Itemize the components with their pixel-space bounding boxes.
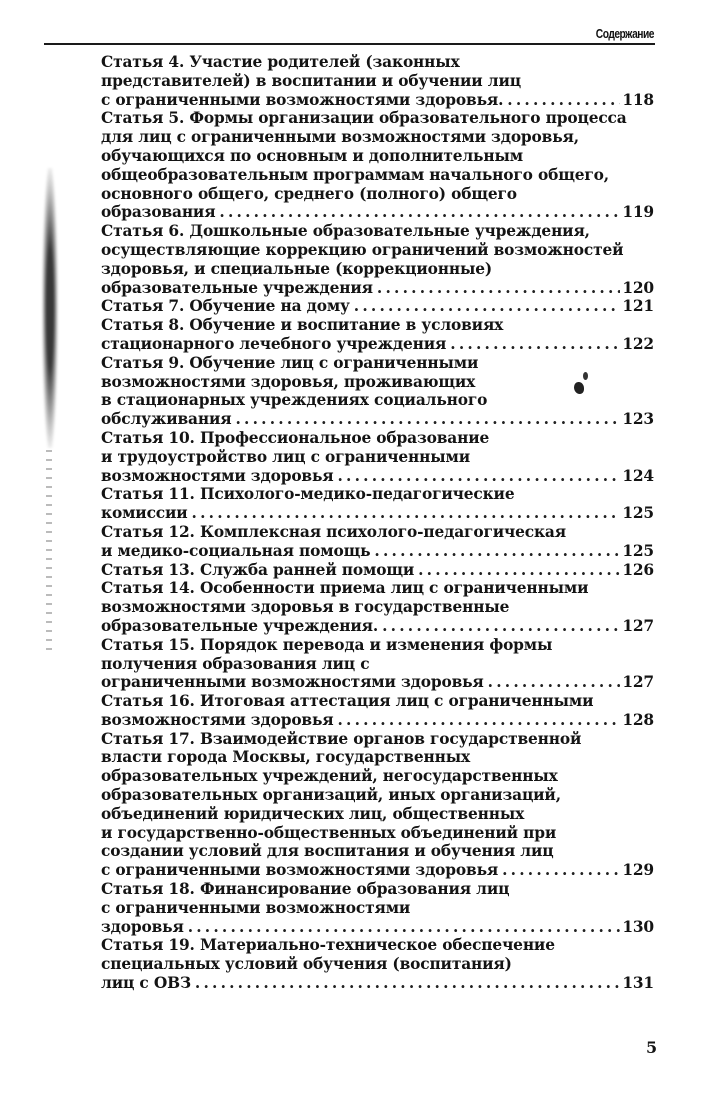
dot-leader (219, 203, 620, 222)
toc-entry[interactable] (101, 579, 654, 635)
toc-entry-line (101, 692, 654, 711)
article-title-text: и медико-социальная помощь (101, 541, 371, 560)
toc-entry-line (101, 748, 654, 767)
scan-artifact (42, 168, 58, 448)
toc-entry[interactable] (101, 354, 654, 429)
toc-entry-line (101, 316, 654, 335)
toc-line-text (101, 166, 609, 185)
toc-line-text (101, 598, 509, 617)
toc-line-text (101, 880, 509, 899)
article-title-text: объединений юридических лиц, общественных (101, 804, 525, 823)
toc-line-text (101, 673, 484, 692)
toc-entry-line (101, 936, 654, 955)
toc-line-text (101, 561, 414, 580)
running-header-title: Содержание (595, 27, 654, 41)
toc-line-text (101, 579, 588, 598)
article-label: Статья 4. (101, 53, 185, 71)
toc-entry-line (101, 410, 654, 429)
toc-line-text (101, 842, 554, 861)
article-title-text: образовательные учреждения. (101, 616, 379, 635)
toc-page-number[interactable]: 120 (622, 278, 654, 297)
article-label: Статья 5. (101, 109, 185, 128)
article-title-text: Обучение и воспитание в условиях (189, 316, 504, 335)
dot-leader (338, 711, 621, 730)
toc-line-text (101, 861, 498, 880)
article-title-text: возможностями здоровья, проживающих (101, 372, 476, 391)
toc-page-number[interactable]: 118 (622, 90, 654, 109)
toc-page-number[interactable]: 130 (622, 917, 654, 936)
toc-line-text (101, 485, 514, 504)
toc-entry[interactable] (101, 523, 654, 561)
toc-line-text (101, 918, 184, 937)
toc-entry-line (101, 899, 654, 918)
toc-page-number[interactable]: 124 (622, 466, 654, 485)
toc-page-number[interactable]: 121 (622, 297, 654, 316)
article-title-text: власти города Москвы, государственных (101, 748, 471, 767)
toc-entry-line (101, 203, 654, 222)
article-title-text: создании условий для воспитания и обучения лиц (101, 842, 554, 861)
toc-line-text (101, 786, 561, 805)
article-title-text: возможностями здоровья (101, 710, 334, 729)
toc-line-text (101, 297, 350, 316)
toc-entry-line (101, 918, 654, 937)
toc-line-text (101, 222, 590, 241)
toc-entry-line (101, 147, 654, 166)
toc-line-text (101, 767, 558, 786)
article-label: Статья 7. (101, 297, 185, 316)
toc-entry-line (101, 955, 654, 974)
article-title-text: Особенности приема лиц с ограниченными (199, 579, 589, 598)
toc-line-text (101, 899, 410, 918)
toc-line-text (101, 429, 489, 448)
article-title-text: Итоговая аттестация лиц с ограниченными (199, 692, 594, 711)
page-number: 5 (646, 1038, 658, 1057)
toc-entry-line (101, 166, 654, 185)
article-title-text: здоровья, и специальные (коррекционные) (101, 259, 493, 278)
toc-entry[interactable] (101, 880, 654, 936)
toc-entry-line (101, 109, 654, 128)
article-label: Статья 13. (101, 560, 195, 579)
toc-entry-line (101, 861, 654, 880)
article-label: Статья 9. (101, 353, 185, 372)
toc-entry-line (101, 504, 654, 523)
toc-line-text (101, 391, 487, 410)
article-label: Статья 18. (101, 880, 195, 899)
toc-entry[interactable] (101, 561, 654, 580)
toc-entry-line (101, 260, 654, 279)
toc-entry-line (101, 354, 654, 373)
toc-entry-line (101, 448, 654, 467)
dot-leader (502, 861, 620, 880)
toc-entry-line (101, 767, 654, 786)
toc-entry-line (101, 673, 654, 692)
toc-line-text (101, 523, 566, 542)
toc-line-text (101, 617, 378, 636)
toc-entry-line (101, 579, 654, 598)
toc-page-number[interactable]: 125 (622, 504, 654, 523)
toc-entry[interactable] (101, 730, 654, 880)
toc-entry-line (101, 335, 654, 354)
article-label: Статья 10. (101, 428, 195, 447)
toc-entry[interactable] (101, 485, 654, 523)
toc-entry-line (101, 805, 654, 824)
article-title-text: Участие родителей (законных (189, 53, 460, 71)
article-title-text: Профессиональное образование (199, 428, 490, 447)
toc-line-text (101, 711, 334, 730)
article-title-text: обучающихся по основным и дополнительным (101, 146, 523, 165)
toc-line-text (101, 955, 512, 974)
header-rule (44, 43, 655, 45)
dot-leader (354, 297, 621, 316)
toc-entry-line (101, 185, 654, 204)
toc-entry[interactable] (101, 936, 654, 992)
toc-line-text (101, 53, 460, 72)
toc-line-text (101, 748, 470, 767)
toc-line-text (101, 448, 470, 467)
article-title-text: Комплексная психолого-педагогическая (199, 522, 566, 541)
toc-entry[interactable] (101, 429, 654, 485)
toc-page-number[interactable]: 127 (622, 616, 654, 635)
dot-leader (418, 561, 620, 580)
article-title-text: обслуживания (101, 410, 232, 429)
article-label: Статья 17. (101, 729, 195, 748)
article-title-text: Материально-техническое обеспечение (199, 936, 555, 955)
toc-entry-line (101, 429, 654, 448)
article-title-text: образовательные учреждения (101, 278, 373, 297)
article-title-text: специальных условий обучения (воспитания) (101, 955, 512, 974)
toc-entry-line (101, 974, 654, 993)
article-title-text: возможностями здоровья (101, 466, 334, 485)
toc-entry-line (101, 636, 654, 655)
article-title-text: получения образования лиц с (101, 654, 370, 673)
dot-leader (382, 617, 620, 636)
toc-line-text (101, 636, 552, 655)
article-label: Статья 8. (101, 316, 185, 335)
toc-line-text (101, 936, 555, 955)
table-of-contents (101, 53, 654, 993)
toc-entry-line (101, 711, 654, 730)
toc-entry-line (101, 598, 654, 617)
toc-entry-line (101, 128, 654, 147)
article-label: Статья 15. (101, 635, 195, 654)
toc-entry-line (101, 561, 654, 580)
article-title-text: и государственно-общественных объединений при (101, 823, 557, 842)
article-title-text: ограниченными возможностями здоровья (101, 673, 484, 692)
toc-entry-line (101, 523, 654, 542)
article-title-text: представителей) в воспитании и обучении лиц (101, 71, 521, 90)
article-title-text: осуществляющие коррекцию ограничений возможностей (101, 240, 624, 259)
toc-line-text (101, 316, 503, 335)
toc-entry-line (101, 53, 654, 72)
toc-entry[interactable] (101, 297, 654, 316)
toc-entry-line (101, 542, 654, 561)
dot-leader (450, 335, 620, 354)
article-title-text: с ограниченными возможностями (101, 898, 411, 917)
toc-line-text (101, 109, 627, 128)
dot-leader (195, 974, 620, 993)
toc-page-number[interactable]: 123 (622, 410, 654, 429)
toc-page-number[interactable]: 127 (622, 673, 654, 692)
toc-line-text (101, 805, 524, 824)
toc-line-text (101, 730, 581, 749)
toc-entry-line (101, 467, 654, 486)
toc-entry[interactable] (101, 636, 654, 692)
scan-artifact (46, 450, 52, 650)
article-title-text: для лиц с ограниченными возможностями здоровья, (101, 128, 579, 147)
toc-entry-line (101, 730, 654, 749)
toc-line-text (101, 824, 556, 843)
toc-page-number[interactable]: 125 (622, 541, 654, 560)
toc-line-text (101, 128, 579, 147)
toc-line-text (101, 410, 231, 429)
article-title-text: образовательных организаций, иных организаций, (101, 786, 561, 805)
toc-entry-line (101, 824, 654, 843)
toc-line-text (101, 974, 191, 993)
article-label: Статья 6. (101, 222, 185, 241)
dot-leader (192, 504, 621, 523)
toc-entry-line (101, 279, 654, 298)
article-label: Статья 19. (101, 936, 195, 955)
toc-line-text (101, 373, 475, 392)
toc-line-text (101, 504, 188, 523)
article-title-text: Финансирование образования лиц (199, 880, 510, 899)
article-label: Статья 11. (101, 485, 195, 504)
article-title-text: с ограниченными возможностями здоровья. (101, 90, 504, 109)
toc-page-number[interactable]: 128 (622, 710, 654, 729)
toc-page-number[interactable]: 122 (622, 334, 654, 353)
article-title-text: Психолого-медико-педагогические (199, 485, 515, 504)
toc-line-text (101, 72, 521, 91)
article-title-text: возможностями здоровья в государственные (101, 598, 510, 617)
toc-line-text (101, 467, 334, 486)
toc-entry-line (101, 297, 654, 316)
article-title-text: основного общего, среднего (полного) общего (101, 184, 517, 203)
article-title-text: Служба ранней помощи (199, 560, 415, 579)
article-title-text: образовательных учреждений, негосударственных (101, 767, 558, 786)
toc-entry[interactable] (101, 692, 654, 730)
article-label: Статья 16. (101, 692, 195, 711)
toc-line-text (101, 335, 446, 354)
article-title-text: в стационарных учреждениях социального (101, 391, 488, 410)
toc-line-text (101, 279, 373, 298)
toc-entry[interactable] (101, 53, 654, 109)
toc-line-text (101, 542, 370, 561)
toc-entry[interactable] (101, 109, 654, 222)
article-title-text: Формы организации образовательного процесса (189, 109, 627, 128)
toc-line-text (101, 91, 503, 110)
toc-entry[interactable] (101, 316, 654, 354)
toc-entry-line (101, 72, 654, 91)
article-title-text: Обучение лиц с ограниченными (189, 353, 479, 372)
toc-line-text (101, 241, 623, 260)
toc-entry-line (101, 91, 654, 110)
toc-entry-line (101, 391, 654, 410)
dot-leader (507, 91, 620, 110)
toc-entry-line (101, 222, 654, 241)
dot-leader (235, 410, 620, 429)
toc-page-number[interactable]: 131 (622, 974, 654, 993)
dot-leader (377, 279, 620, 298)
article-title-text: общеобразовательным программам начального общего, (101, 165, 609, 184)
article-title-text: стационарного лечебного учреждения (101, 334, 447, 353)
toc-entry-line (101, 617, 654, 636)
toc-entry-line (101, 241, 654, 260)
toc-line-text (101, 655, 369, 674)
toc-line-text (101, 692, 593, 711)
article-title-text: здоровья (101, 917, 184, 936)
article-title-text: и трудоустройство лиц с ограниченными (101, 447, 470, 466)
toc-entry-line (101, 786, 654, 805)
article-title-text: образования (101, 203, 216, 222)
toc-entry-line (101, 485, 654, 504)
article-title-text: Дошкольные образовательные учреждения, (189, 222, 590, 241)
toc-line-text (101, 260, 492, 279)
toc-entry-line (101, 655, 654, 674)
toc-line-text (101, 203, 215, 222)
toc-line-text (101, 147, 523, 166)
toc-page-number[interactable]: 126 (622, 560, 654, 579)
toc-line-text (101, 354, 478, 373)
toc-entry-line (101, 842, 654, 861)
toc-entry[interactable] (101, 222, 654, 297)
toc-page-number[interactable]: 129 (622, 861, 654, 880)
article-label: Статья 14. (101, 579, 195, 598)
toc-line-text (101, 185, 517, 204)
toc-entry-line (101, 880, 654, 899)
dot-leader (374, 542, 620, 561)
article-title-text: Обучение на дому (189, 297, 350, 316)
dot-leader (338, 467, 621, 486)
dot-leader (488, 673, 621, 692)
article-title-text: с ограниченными возможностями здоровья (101, 861, 499, 880)
article-title-text: лиц с ОВЗ (101, 974, 191, 993)
dot-leader (188, 918, 621, 937)
article-label: Статья 12. (101, 522, 195, 541)
toc-entry-line (101, 373, 654, 392)
toc-page-number[interactable]: 119 (622, 203, 654, 222)
article-title-text: комиссии (101, 504, 188, 523)
article-title-text: Порядок перевода и изменения формы (199, 635, 553, 654)
article-title-text: Взаимодействие органов государственной (199, 729, 582, 748)
